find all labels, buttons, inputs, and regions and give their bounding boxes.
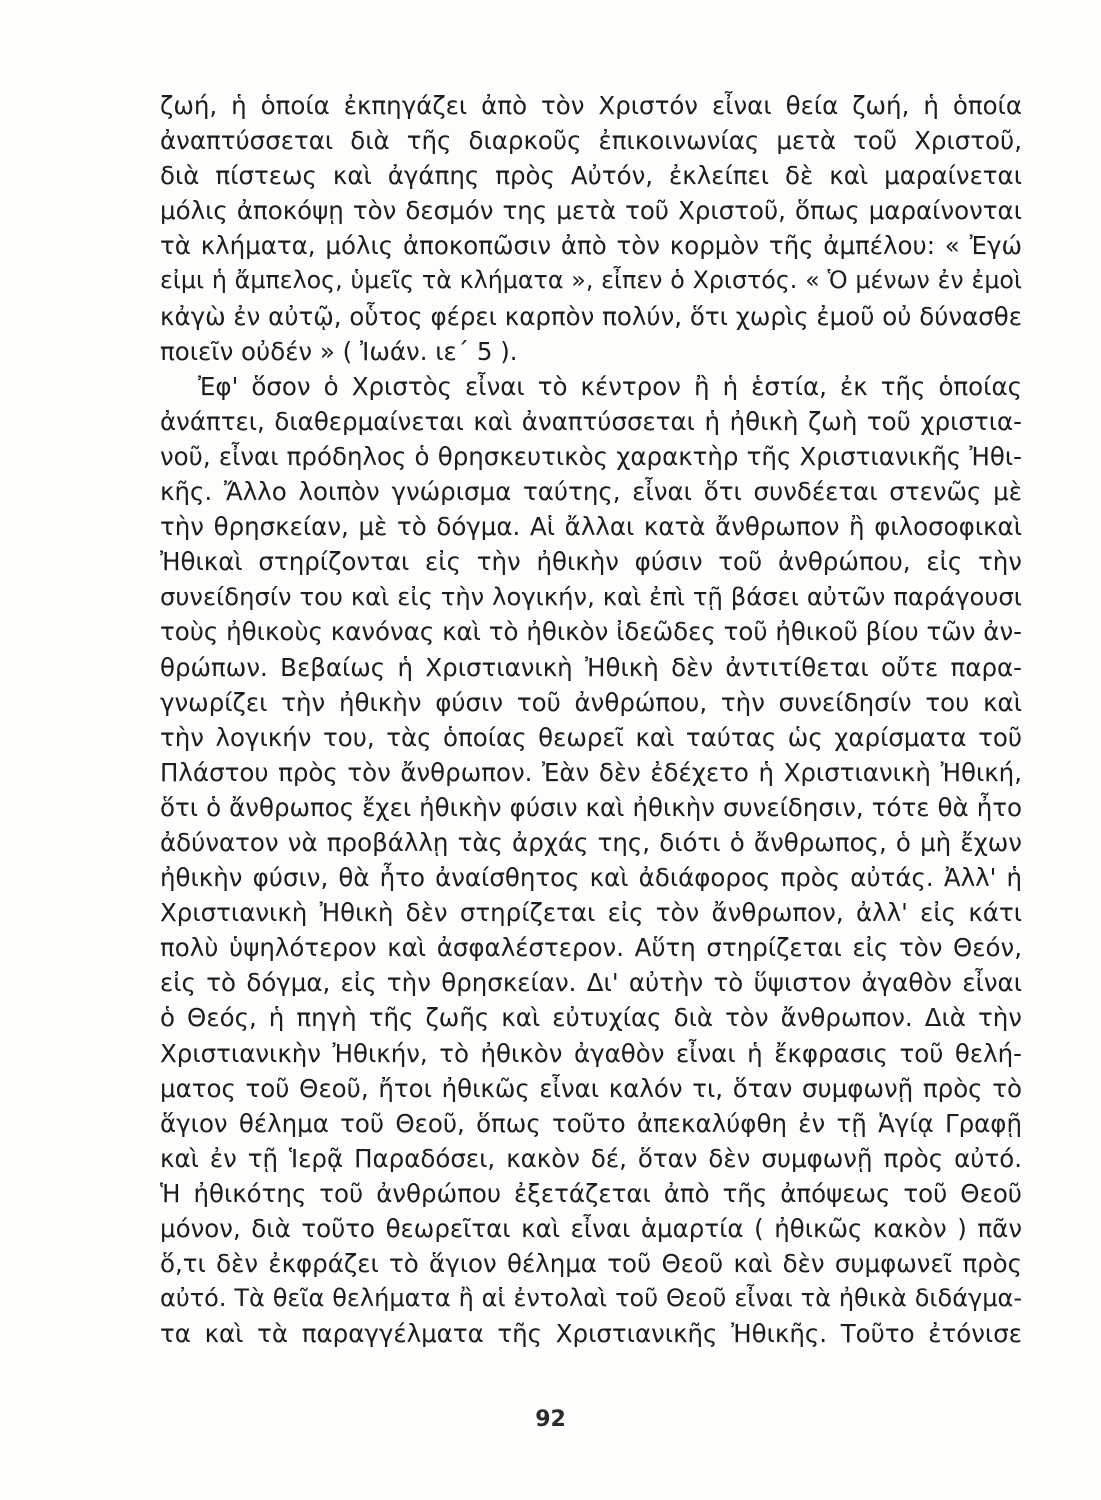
body-text (160, 88, 1022, 1351)
text-line: καὶ ἐν τῇ Ἱερᾷ Παραδόσει, κακὸν δέ, ὅταν δὲν συμφωνῇ πρὸς αὐτό. (160, 1143, 1022, 1173)
text-line: ἠθικὴν φύσιν, θὰ ἦτο ἀναίσθητος καὶ ἀδιάφορος πρὸς αὐτάς. Ἀλλ' ἡ (160, 863, 1022, 893)
text-line: γνωρίζει τὴν ἠθικὴν φύσιν τοῦ ἀνθρώπου, τὴν συνείδησίν του καὶ (160, 687, 1022, 717)
text-line: ὁ Θεός, ἡ πηγὴ τῆς ζωῆς καὶ εὐτυχίας διὰ τὸν ἄνθρωπον. Διὰ τὴν (160, 1003, 1022, 1033)
text-line: ἀναπτύσσεται διὰ τῆς διαρκοῦς ἐπικοινωνίας μετὰ τοῦ Χριστοῦ, (160, 126, 1022, 156)
text-line: αὐτό. Τὰ θεῖα θελήματα ἢ αἱ ἐντολαὶ τοῦ Θεοῦ εἶναι τὰ ἠθικὰ διδάγμα- (160, 1284, 1022, 1313)
text-line: εἰς τὸ δόγμα, εἰς τὴν θρησκείαν. Δι' αὐτὴν τὸ ὕψιστον ἀγαθὸν εἶναι (160, 968, 1022, 998)
text-line: μόλις ἀποκόψῃ τὸν δεσμόν της μετὰ τοῦ Χριστοῦ, ὅπως μαραίνονται (160, 196, 1022, 226)
text-line: ζωή, ἡ ὁποία ἐκπηγάζει ἀπὸ τὸν Χριστόν εἶναι θεία ζωή, ἡ ὁποία (160, 91, 1022, 120)
text-line: τὴν λογικήν του, τὰς ὁποίας θεωρεῖ καὶ ταύτας ὡς χαρίσματα τοῦ (160, 722, 1022, 752)
text-line: εἰμι ἡ ἄμπελος, ὑμεῖς τὰ κλήματα », εἶπεν ὁ Χριστός. « Ὁ μένων ἐν ἐμοὶ (160, 266, 1022, 295)
text-line: ἀνάπτει, διαθερμαίνεται καὶ ἀναπτύσσεται ἡ ἠθικὴ ζωὴ τοῦ χριστια- (160, 406, 1022, 436)
text-line: τὴν θρησκείαν, μὲ τὸ δόγμα. Αἱ ἄλλαι κατὰ ἄνθρωπον ἢ φιλοσοφικαὶ (160, 512, 1022, 542)
text-line: Χριστιανικὴν Ἠθικήν, τὸ ἠθικὸν ἀγαθὸν εἶναι ἡ ἔκφρασις τοῦ θελή- (160, 1038, 1022, 1068)
text-line: συνείδησίν του καὶ εἰς τὴν λογικήν, καὶ ἐπὶ τῇ βάσει αὐτῶν παράγουσι (160, 582, 1022, 612)
text-line: Ἠθικαὶ στηρίζονται εἰς τὴν ἠθικὴν φύσιν τοῦ ἀνθρώπου, εἰς τὴν (160, 547, 1022, 577)
text-line: ποιεῖν οὐδέν » ( Ἰωάν. ιε΄ 5 ). (160, 336, 518, 366)
text-line: νοῦ, εἶναι πρόδηλος ὁ θρησκευτικὸς χαρακτὴρ τῆς Χριστιανικῆς Ἠθι- (160, 441, 1022, 471)
text-line: Χριστιανικὴ Ἠθικὴ δὲν στηρίζεται εἰς τὸν ἄνθρωπον, ἀλλ' εἰς κάτι (160, 898, 1022, 928)
text-line: τοὺς ἠθικοὺς κανόνας καὶ τὸ ἠθικὸν ἰδεῶδες τοῦ ἠθικοῦ βίου τῶν ἀν- (160, 617, 1022, 647)
text-line: Πλάστου πρὸς τὸν ἄνθρωπον. Ἐὰν δὲν ἐδέχετο ἡ Χριστιανικὴ Ἠθική, (160, 757, 1022, 787)
text-line: κἀγὼ ἐν αὐτῷ, οὗτος φέρει καρπὸν πολύν, ὅτι χωρὶς ἐμοῦ οὐ δύνασθε (160, 301, 1022, 331)
text-line: θρώπων. Βεβαίως ἡ Χριστιανικὴ Ἠθικὴ δὲν ἀντιτίθεται οὔτε παρα- (160, 652, 1022, 682)
text-line: ἅγιον θέλημα τοῦ Θεοῦ, ὅπως τοῦτο ἀπεκαλύφθη ἐν τῇ Ἁγίᾳ Γραφῇ (160, 1108, 1022, 1138)
text-line: διὰ πίστεως καὶ ἀγάπης πρὸς Αὐτόν, ἐκλείπει δὲ καὶ μαραίνεται (160, 161, 1022, 191)
text-line: ματος τοῦ Θεοῦ, ἤτοι ἠθικῶς εἶναι καλόν τι, ὅταν συμφωνῇ πρὸς τὸ (160, 1073, 1022, 1103)
page-number: 92 (535, 1407, 566, 1432)
text-line: τὰ κλήματα, μόλις ἀποκοπῶσιν ἀπὸ τὸν κορμὸν τῆς ἀμπέλου: « Ἐγώ (160, 231, 1022, 261)
text-line: ὅτι ὁ ἄνθρωπος ἔχει ἠθικὴν φύσιν καὶ ἠθικὴν συνείδησιν, τότε θὰ ἦτο (160, 792, 1022, 822)
text-line: ὅ,τι δὲν ἐκφράζει τὸ ἅγιον θέλημα τοῦ Θεοῦ καὶ δὲν συμφωνεῖ πρὸς (160, 1249, 1022, 1279)
text-line: πολὺ ὑψηλότερον καὶ ἀσφαλέστερον. Αὕτη στηρίζεται εἰς τὸν Θεόν, (160, 933, 1022, 963)
text-line: Ἡ ἠθικότης τοῦ ἀνθρώπου ἐξετάζεται ἀπὸ τῆς ἀπόψεως τοῦ Θεοῦ (160, 1178, 1022, 1208)
text-line: τα καὶ τὰ παραγγέλματα τῆς Χριστιανικῆς Ἠθικῆς. Τοῦτο ἐτόνισε (160, 1319, 1022, 1349)
paragraph-start-line: Ἐφ' ὅσον ὁ Χριστὸς εἶναι τὸ κέντρον ἢ ἡ ἑστία, ἐκ τῆς ὁποίας (198, 371, 1022, 401)
text-line: μόνον, διὰ τοῦτο θεωρεῖται καὶ εἶναι ἁμαρτία ( ἠθικῶς κακὸν ) πᾶν (160, 1214, 1022, 1243)
text-line: κῆς. Ἄλλο λοιπὸν γνώρισμα ταύτης, εἶναι ὅτι συνδέεται στενῶς μὲ (160, 477, 1022, 507)
text-line: ἀδύνατον νὰ προβάλλῃ τὰς ἀρχάς της, διότι ὁ ἄνθρωπος, ὁ μὴ ἔχων (160, 827, 1022, 857)
